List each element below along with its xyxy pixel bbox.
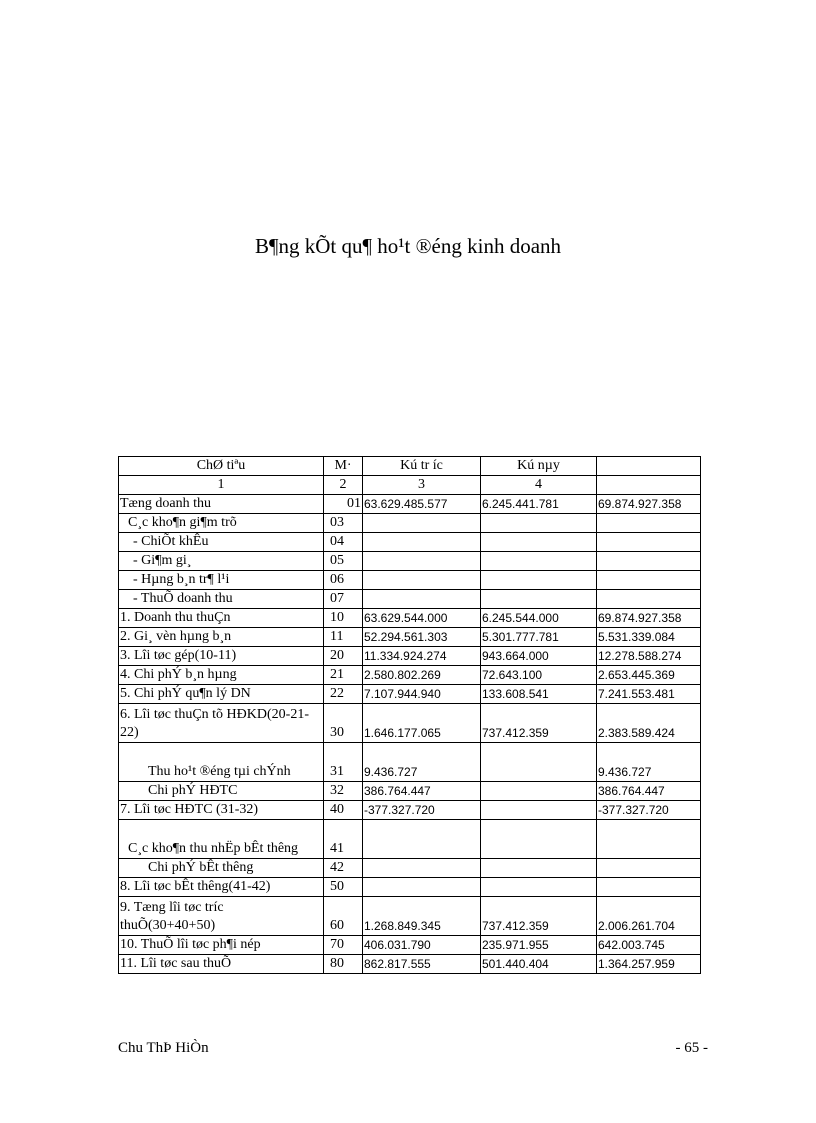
row-previous-period — [363, 859, 481, 878]
row-total — [597, 878, 701, 897]
row-indicator: Thu ho¹t ®éng tµi chÝnh — [119, 743, 324, 782]
table-row — [119, 782, 701, 801]
table-row — [119, 647, 701, 666]
row-code: 05 — [324, 552, 363, 571]
footer-page-number: - 65 - — [675, 1040, 708, 1056]
header-total — [597, 457, 701, 476]
table-column-number-row — [119, 476, 701, 495]
row-indicator: 1. Doanh thu thuÇn — [119, 609, 324, 628]
row-total: 69.874.927.358 — [597, 495, 701, 514]
row-indicator: 6. Lîi tøc thuÇn tõ HĐKD(20-21-22) — [119, 704, 324, 743]
row-previous-period: 386.764.447 — [363, 782, 481, 801]
row-code: 42 — [324, 859, 363, 878]
row-code: 22 — [324, 685, 363, 704]
table-row — [119, 685, 701, 704]
row-code: 11 — [324, 628, 363, 647]
row-total: 386.764.447 — [597, 782, 701, 801]
row-current-period: 943.664.000 — [481, 647, 597, 666]
row-total — [597, 859, 701, 878]
row-current-period — [481, 878, 597, 897]
row-indicator: - ThuÕ doanh thu — [119, 590, 324, 609]
row-code: 06 — [324, 571, 363, 590]
row-indicator: 7. Lîi tøc HĐTC (31-32) — [119, 801, 324, 820]
table-row — [119, 533, 701, 552]
row-current-period: 6.245.441.781 — [481, 495, 597, 514]
row-total — [597, 820, 701, 859]
table-row — [119, 801, 701, 820]
row-total: 2.653.445.369 — [597, 666, 701, 685]
table-row — [119, 936, 701, 955]
table-header-row — [119, 457, 701, 476]
income-statement-table — [118, 456, 701, 974]
row-total — [597, 590, 701, 609]
row-current-period — [481, 514, 597, 533]
row-code: 03 — [324, 514, 363, 533]
row-current-period: 737.412.359 — [481, 704, 597, 743]
report-title: B¶ng kÕt qu¶ ho¹t ®éng kinh doanh — [254, 234, 562, 258]
table-row — [119, 495, 701, 514]
header-code: M· — [324, 457, 363, 476]
table-row — [119, 552, 701, 571]
row-indicator: - Hµng b¸n tr¶ l¹i — [119, 571, 324, 590]
row-indicator: 8. Lîi tøc bÊt thêng(41-42) — [119, 878, 324, 897]
table-row — [119, 955, 701, 974]
row-total: 2.006.261.704 — [597, 897, 701, 936]
row-indicator: - Gi¶m gi¸ — [119, 552, 324, 571]
row-previous-period: 63.629.485.577 — [363, 495, 481, 514]
row-total: 69.874.927.358 — [597, 609, 701, 628]
column-number: 1 — [119, 476, 324, 495]
row-total: 642.003.745 — [597, 936, 701, 955]
row-previous-period: -377.327.720 — [363, 801, 481, 820]
row-total — [597, 571, 701, 590]
row-previous-period: 406.031.790 — [363, 936, 481, 955]
row-current-period: 737.412.359 — [481, 897, 597, 936]
row-previous-period — [363, 590, 481, 609]
row-code: 41 — [324, 820, 363, 859]
column-number — [597, 476, 701, 495]
table-row — [119, 571, 701, 590]
table-row — [119, 628, 701, 647]
row-previous-period — [363, 820, 481, 859]
row-code: 60 — [324, 897, 363, 936]
row-current-period — [481, 782, 597, 801]
footer-author: Chu ThÞ HiÒn — [118, 1040, 209, 1056]
row-total: -377.327.720 — [597, 801, 701, 820]
row-code: 31 — [324, 743, 363, 782]
row-current-period — [481, 590, 597, 609]
row-current-period — [481, 801, 597, 820]
row-previous-period: 11.334.924.274 — [363, 647, 481, 666]
row-current-period: 501.440.404 — [481, 955, 597, 974]
table-row — [119, 666, 701, 685]
row-previous-period — [363, 533, 481, 552]
row-previous-period — [363, 552, 481, 571]
header-indicator: ChØ tiªu — [119, 457, 324, 476]
row-current-period — [481, 552, 597, 571]
row-current-period — [481, 571, 597, 590]
row-previous-period: 52.294.561.303 — [363, 628, 481, 647]
row-indicator: C¸c kho¶n gi¶m trõ — [119, 514, 324, 533]
row-previous-period: 9.436.727 — [363, 743, 481, 782]
row-total — [597, 552, 701, 571]
row-previous-period — [363, 571, 481, 590]
row-code: 04 — [324, 533, 363, 552]
table-row — [119, 897, 701, 936]
table-row — [119, 820, 701, 859]
row-current-period — [481, 533, 597, 552]
table-row — [119, 609, 701, 628]
row-previous-period: 2.580.802.269 — [363, 666, 481, 685]
header-current-period: Kú nµy — [481, 457, 597, 476]
row-code: 20 — [324, 647, 363, 666]
row-code: 07 — [324, 590, 363, 609]
row-indicator: 4. Chi phÝ b¸n hµng — [119, 666, 324, 685]
row-indicator: 2. Gi¸ vèn hµng b¸n — [119, 628, 324, 647]
table-row — [119, 514, 701, 533]
row-indicator: 3. Lîi tøc gép(10-11) — [119, 647, 324, 666]
row-previous-period: 862.817.555 — [363, 955, 481, 974]
table-row — [119, 743, 701, 782]
row-code: 80 — [324, 955, 363, 974]
row-indicator: 11. Lîi tøc sau thuÕ — [119, 955, 324, 974]
row-total: 12.278.588.274 — [597, 647, 701, 666]
row-indicator: Tæng doanh thu — [119, 495, 324, 514]
table-row — [119, 878, 701, 897]
row-code: 01 — [324, 495, 363, 514]
row-total — [597, 533, 701, 552]
row-current-period — [481, 859, 597, 878]
row-indicator: 10. ThuÕ lîi tøc ph¶i nép — [119, 936, 324, 955]
table-row — [119, 859, 701, 878]
row-indicator: - ChiÕt khÊu — [119, 533, 324, 552]
row-total: 9.436.727 — [597, 743, 701, 782]
row-total: 2.383.589.424 — [597, 704, 701, 743]
row-code: 50 — [324, 878, 363, 897]
table-row — [119, 704, 701, 743]
row-current-period — [481, 743, 597, 782]
row-previous-period — [363, 514, 481, 533]
row-indicator: 5. Chi phÝ qu¶n lý DN — [119, 685, 324, 704]
row-code: 40 — [324, 801, 363, 820]
row-current-period: 5.301.777.781 — [481, 628, 597, 647]
row-total: 5.531.339.084 — [597, 628, 701, 647]
row-code: 32 — [324, 782, 363, 801]
row-indicator: 9. Tæng lîi tøc tríc thuÕ(30+40+50) — [119, 897, 324, 936]
row-current-period: 6.245.544.000 — [481, 609, 597, 628]
row-previous-period: 7.107.944.940 — [363, 685, 481, 704]
row-code: 70 — [324, 936, 363, 955]
row-indicator: Chi phÝ bÊt thêng — [119, 859, 324, 878]
column-number: 3 — [363, 476, 481, 495]
row-previous-period — [363, 878, 481, 897]
row-current-period: 72.643.100 — [481, 666, 597, 685]
column-number: 2 — [324, 476, 363, 495]
row-code: 30 — [324, 704, 363, 743]
row-code: 21 — [324, 666, 363, 685]
row-previous-period: 1.268.849.345 — [363, 897, 481, 936]
row-total: 1.364.257.959 — [597, 955, 701, 974]
row-total — [597, 514, 701, 533]
header-previous-period: Kú tr íc — [363, 457, 481, 476]
row-current-period — [481, 820, 597, 859]
row-previous-period: 63.629.544.000 — [363, 609, 481, 628]
row-previous-period: 1.646.177.065 — [363, 704, 481, 743]
row-code: 10 — [324, 609, 363, 628]
table-row — [119, 590, 701, 609]
row-current-period: 133.608.541 — [481, 685, 597, 704]
row-indicator: C¸c kho¶n thu nhËp bÊt thêng — [119, 820, 324, 859]
row-current-period: 235.971.955 — [481, 936, 597, 955]
row-indicator: Chi phÝ HĐTC — [119, 782, 324, 801]
row-total: 7.241.553.481 — [597, 685, 701, 704]
column-number: 4 — [481, 476, 597, 495]
